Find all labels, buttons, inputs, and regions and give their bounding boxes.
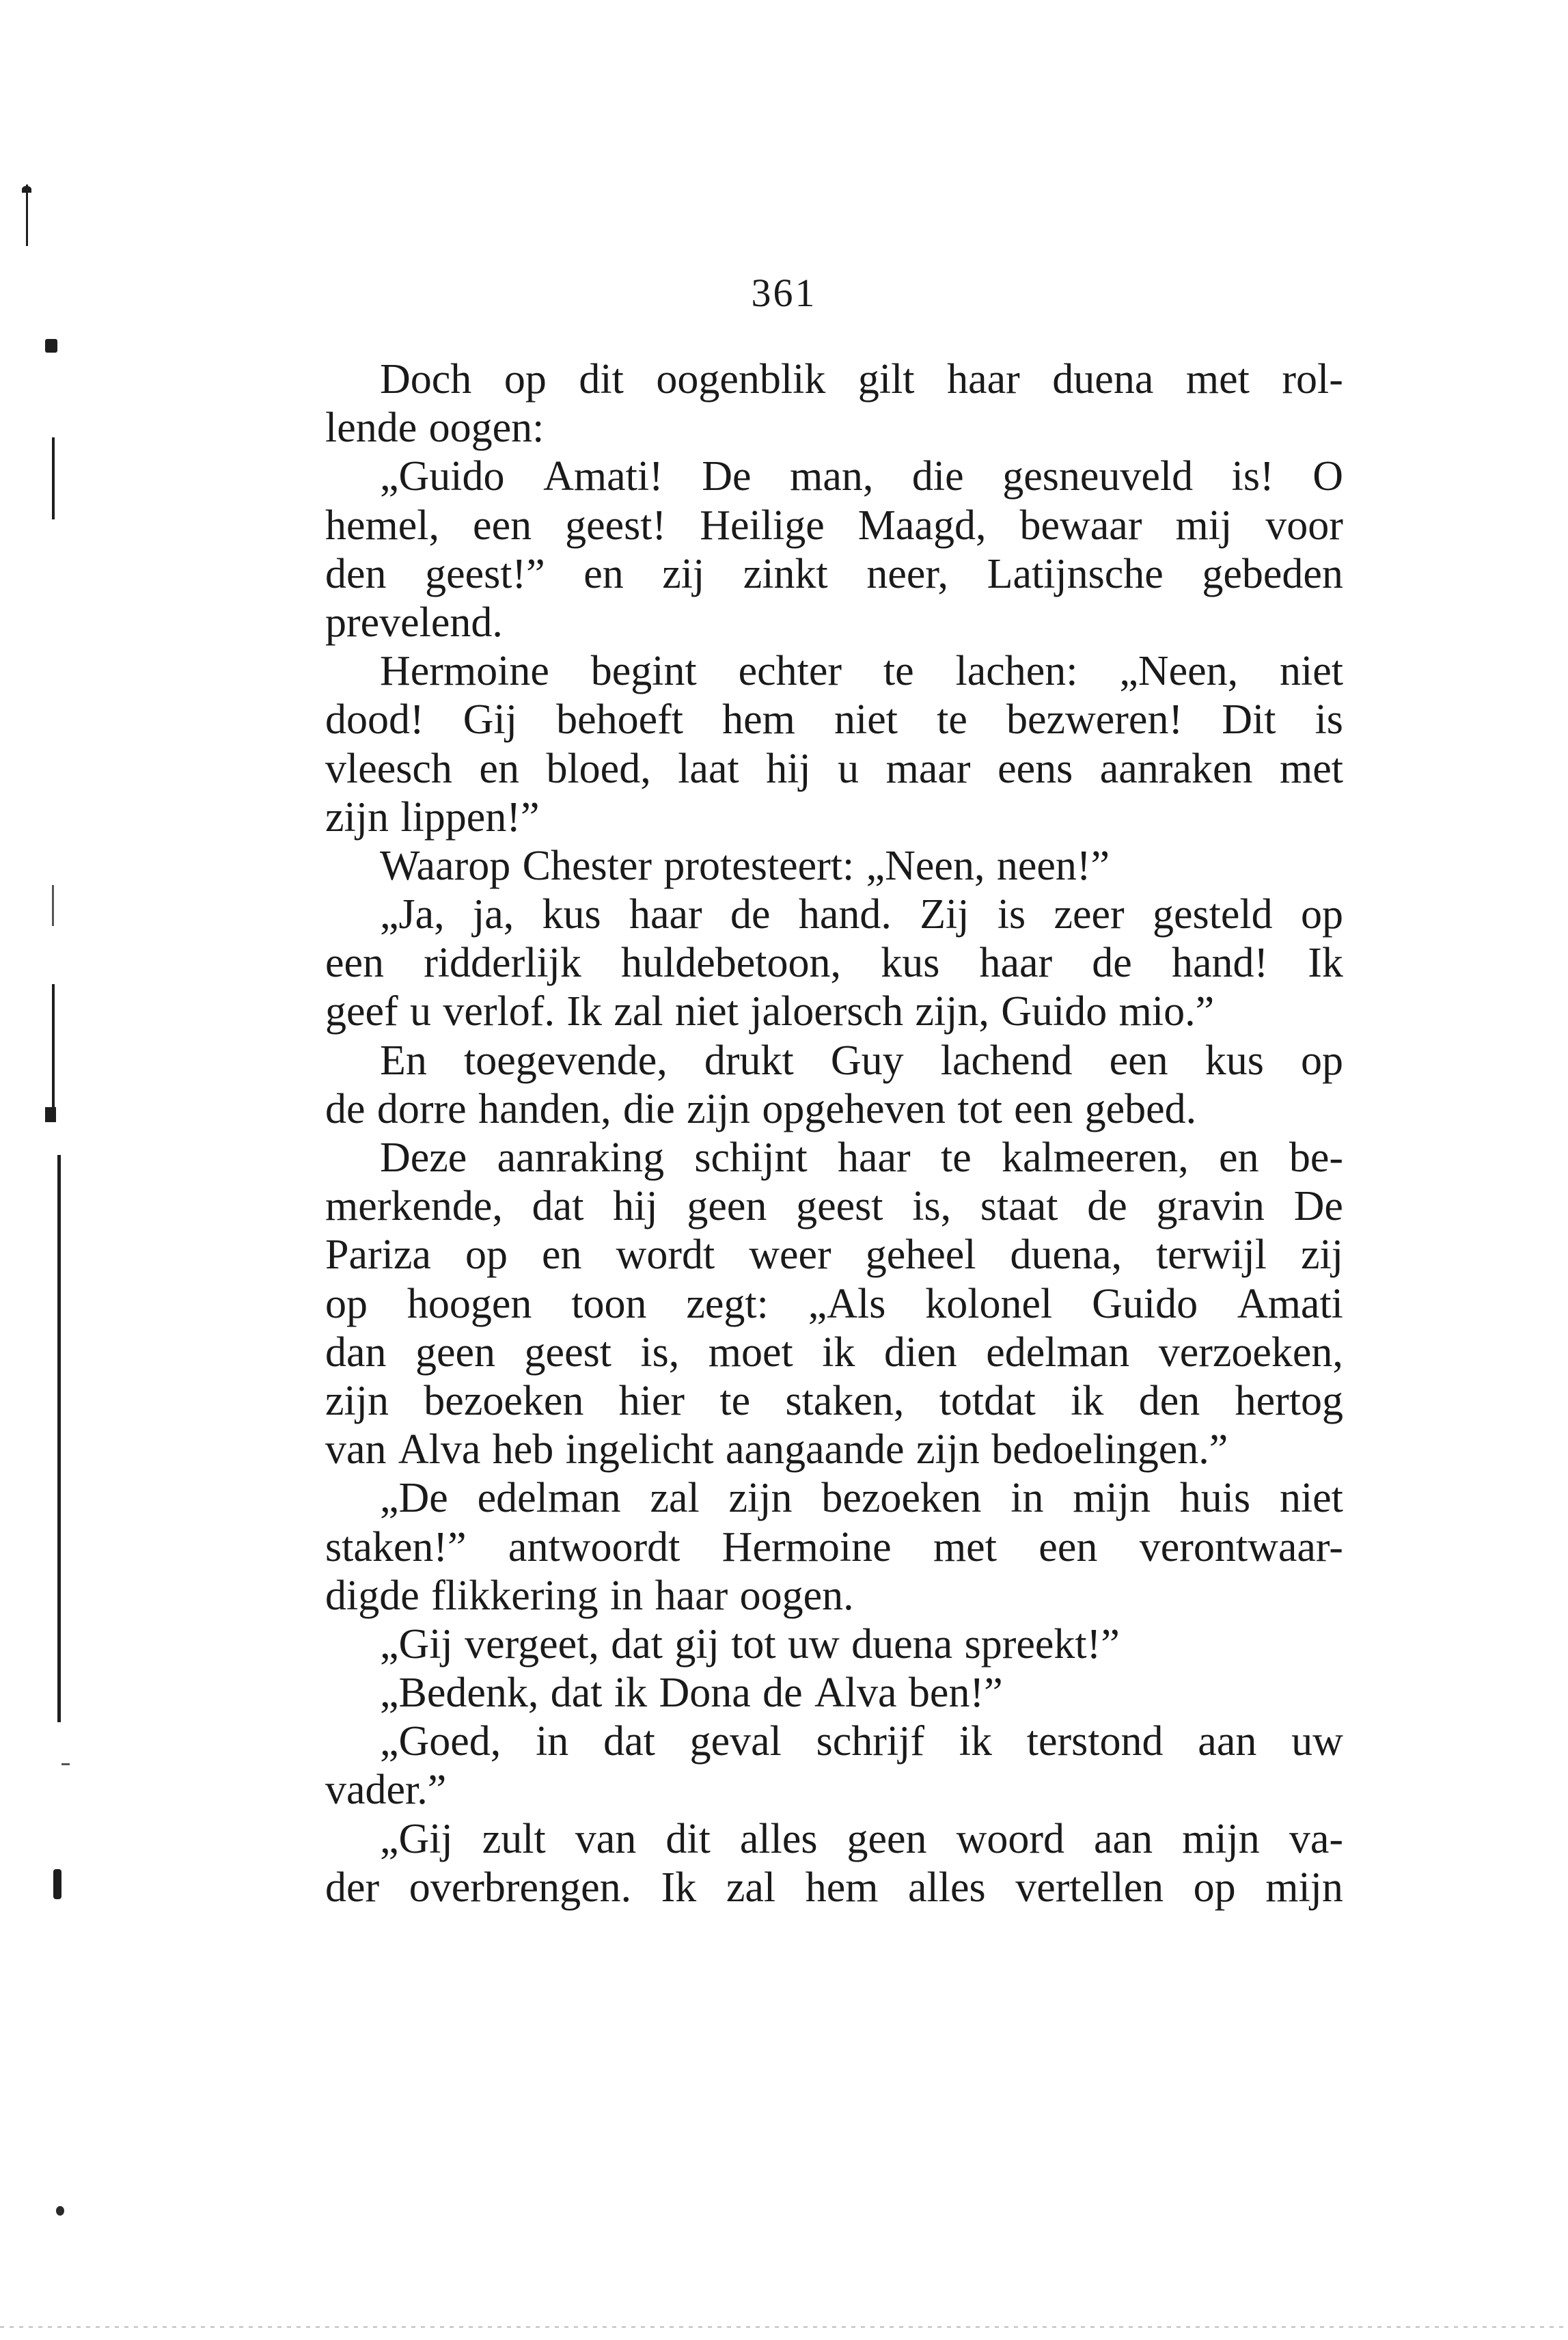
word: va- <box>1289 1815 1343 1862</box>
word: oogen: <box>428 405 545 452</box>
word: met <box>933 1523 997 1570</box>
word: spreekt!” <box>964 1620 1120 1668</box>
text-line <box>325 1523 1343 1572</box>
word: zinkt <box>743 550 828 597</box>
word: uw <box>1291 1718 1343 1765</box>
word: Chester <box>522 842 652 889</box>
word: En <box>380 1037 427 1084</box>
word: dat <box>611 1620 663 1668</box>
word: kolonel <box>925 1280 1053 1327</box>
text-line <box>325 452 1343 501</box>
word: hij <box>766 745 811 792</box>
word: hand. <box>798 891 892 938</box>
word: haar <box>979 940 1053 987</box>
body-text <box>325 355 1343 1912</box>
word: zijn <box>325 793 389 841</box>
word: u <box>410 988 432 1035</box>
word: van <box>575 1815 637 1862</box>
word: te <box>719 1377 751 1424</box>
word: schijnt <box>694 1134 808 1181</box>
word: van <box>325 1426 387 1473</box>
word: De <box>1293 1183 1343 1230</box>
word: Alva <box>398 1426 481 1473</box>
word: hij <box>613 1183 658 1230</box>
word: kus <box>542 891 601 938</box>
word: Guido <box>1001 988 1108 1035</box>
word: neen!” <box>996 842 1110 889</box>
word: gesteld <box>1153 891 1273 938</box>
word: tot <box>957 1085 1002 1132</box>
word: maar <box>885 745 971 792</box>
word: op <box>1300 891 1343 938</box>
word: ik <box>614 1670 648 1717</box>
word: bedoelingen.” <box>991 1426 1228 1473</box>
word: een <box>1039 1523 1098 1570</box>
word: woord <box>956 1815 1064 1862</box>
word: de <box>325 1085 366 1132</box>
word: de <box>762 1670 803 1717</box>
word: voor <box>1265 502 1343 549</box>
word: dit <box>665 1815 711 1862</box>
word: Amati <box>1237 1280 1343 1327</box>
text-line <box>325 599 1343 647</box>
word: lende <box>325 405 417 452</box>
word: hand! <box>1171 940 1269 987</box>
word: gij <box>674 1620 719 1668</box>
word: „Als <box>808 1280 886 1327</box>
word: Amati! <box>543 453 663 500</box>
word: de <box>730 891 771 938</box>
word: terstond <box>1026 1718 1164 1765</box>
word: haar <box>838 1134 911 1181</box>
margin-mark <box>61 1763 70 1765</box>
word: geen <box>415 1329 496 1376</box>
text-line <box>325 1766 1343 1814</box>
word: dit <box>579 356 624 403</box>
text-line <box>325 647 1343 696</box>
word: hem <box>805 1864 879 1911</box>
text-line <box>325 1717 1343 1766</box>
word: man, <box>790 453 874 500</box>
text-line <box>325 793 1343 842</box>
margin-mark <box>26 185 28 246</box>
word: dood! <box>325 696 424 744</box>
word: op <box>504 356 547 403</box>
page-number: 361 <box>751 271 817 315</box>
word: met <box>1279 745 1343 792</box>
word: jaloersch <box>750 988 904 1035</box>
word: zeer <box>1054 891 1125 938</box>
word: lachend <box>940 1037 1073 1084</box>
word: „Guido <box>380 453 505 500</box>
text-line <box>325 1426 1343 1474</box>
word: drukt <box>704 1037 794 1084</box>
word: staken, <box>785 1377 905 1424</box>
word: alles <box>908 1864 986 1911</box>
word: gravin <box>1156 1183 1265 1230</box>
text-line <box>325 502 1343 550</box>
word: op <box>325 1280 368 1327</box>
word: is, <box>640 1329 680 1376</box>
word: totdat <box>939 1377 1036 1424</box>
word: zijn, <box>915 988 989 1035</box>
word: ik <box>959 1718 993 1765</box>
word: Ik <box>1308 940 1343 987</box>
word: begint <box>590 648 697 695</box>
word: zult <box>482 1815 546 1862</box>
word: een <box>325 940 385 987</box>
text-line <box>325 1037 1343 1085</box>
word: merkende, <box>325 1183 503 1230</box>
word: Dona <box>659 1670 751 1717</box>
word: is <box>997 891 1026 938</box>
word: is, <box>912 1183 952 1230</box>
word: hier <box>618 1377 685 1424</box>
text-line <box>325 1377 1343 1426</box>
word: geen <box>687 1183 767 1230</box>
word: dat <box>550 1670 603 1717</box>
word: mijn <box>1182 1815 1260 1862</box>
word: handen, <box>478 1085 611 1132</box>
word: duena, <box>1010 1232 1123 1279</box>
word: der <box>325 1864 380 1911</box>
text-line <box>325 1620 1343 1669</box>
word: Hermoine <box>380 648 549 695</box>
word: Gij <box>463 696 517 744</box>
word: staat <box>980 1183 1058 1230</box>
word: neer, <box>866 550 949 597</box>
text-line <box>325 1182 1343 1231</box>
word: verontwaar- <box>1139 1523 1343 1570</box>
word: wordt <box>616 1232 715 1279</box>
word: lippen!” <box>400 793 540 841</box>
word: Dit <box>1222 696 1276 744</box>
word: duena <box>851 1620 953 1668</box>
word: Guy <box>830 1037 904 1084</box>
word: verlof. <box>443 988 555 1035</box>
word: terwijl <box>1156 1232 1267 1279</box>
word: mijn <box>1073 1475 1151 1522</box>
word: zijn <box>687 1085 751 1132</box>
word: heb <box>492 1426 554 1473</box>
word: „Bedenk, <box>380 1670 539 1717</box>
word: zij <box>662 550 705 597</box>
word: de <box>1087 1183 1127 1230</box>
text-line <box>325 696 1343 744</box>
text-line <box>325 988 1343 1036</box>
word: dien <box>883 1329 957 1376</box>
word: Maagd, <box>857 502 987 549</box>
word: niet <box>1280 648 1343 695</box>
word: toegevende, <box>463 1037 668 1084</box>
margin-mark <box>53 1869 61 1899</box>
text-line <box>325 1669 1343 1717</box>
word: in <box>609 1572 644 1619</box>
word: behoeft <box>556 696 684 744</box>
word: echter <box>738 648 842 695</box>
word: zij <box>1301 1232 1343 1279</box>
text-line <box>325 890 1343 939</box>
text-line <box>325 1280 1343 1329</box>
text-line <box>325 404 1343 452</box>
word: overbrengen. <box>409 1864 632 1911</box>
word: zal <box>614 988 663 1035</box>
word: zegt: <box>686 1280 769 1327</box>
word: is! <box>1231 453 1274 500</box>
word: hemel, <box>325 502 439 549</box>
word: protesteert: <box>663 842 855 889</box>
word: huldebetoon, <box>621 940 842 987</box>
word: den <box>1138 1377 1200 1424</box>
word: flikkering <box>431 1572 599 1619</box>
word: ja, <box>472 891 514 938</box>
word: tot <box>731 1620 776 1668</box>
word: lachen: <box>955 648 1078 695</box>
word: te <box>883 648 914 695</box>
word: geest <box>524 1329 611 1376</box>
word: toon <box>571 1280 647 1327</box>
word: en <box>541 1232 582 1279</box>
word: Hermoine <box>721 1523 892 1570</box>
word: huis <box>1179 1475 1251 1522</box>
word: mio.” <box>1118 988 1215 1035</box>
word: Pariza <box>325 1232 431 1279</box>
word: be- <box>1289 1134 1343 1181</box>
word: ingelicht <box>565 1426 714 1473</box>
word: Alva <box>814 1670 897 1717</box>
word: niet <box>834 696 898 744</box>
word: alles <box>739 1815 818 1862</box>
word: verzoeken, <box>1158 1329 1343 1376</box>
word: Zij <box>920 891 969 938</box>
word: geest! <box>565 502 667 549</box>
word: oogenblik <box>656 356 826 403</box>
word: gebed. <box>1084 1085 1197 1132</box>
margin-mark <box>52 885 54 926</box>
word: die <box>622 1085 675 1132</box>
word: op <box>465 1232 508 1279</box>
word: bezoeken <box>821 1475 982 1522</box>
word: dat <box>532 1183 584 1230</box>
word: rol- <box>1282 356 1343 403</box>
word: De <box>702 453 752 500</box>
word: aan <box>1094 1815 1153 1862</box>
word: op <box>1193 1864 1236 1911</box>
word: dat <box>603 1718 655 1765</box>
margin-mark <box>45 1107 56 1122</box>
margin-mark <box>52 984 55 1121</box>
word: en <box>1219 1134 1259 1181</box>
word: hoogen <box>407 1280 532 1327</box>
word: de <box>1092 940 1132 987</box>
word: vader.” <box>325 1767 447 1814</box>
word: een <box>473 502 532 549</box>
word: haar <box>655 1572 728 1619</box>
word: oogen. <box>739 1572 854 1619</box>
word: eens <box>998 745 1073 792</box>
word: gebeden <box>1202 550 1343 597</box>
word: haar <box>947 356 1020 403</box>
word: u <box>838 745 859 792</box>
word: Heilige <box>700 502 825 549</box>
margin-speck <box>56 2206 64 2216</box>
word: te <box>940 1134 972 1181</box>
word: zal <box>650 1475 700 1522</box>
margin-mark <box>22 186 31 193</box>
word: haar <box>629 891 702 938</box>
text-line <box>325 1085 1343 1134</box>
margin-mark <box>45 339 57 353</box>
word: geef <box>325 988 398 1035</box>
word: ben!” <box>908 1670 1003 1717</box>
text-line <box>325 939 1343 988</box>
word: geest <box>796 1183 883 1230</box>
word: zal <box>726 1864 776 1911</box>
word: zijn <box>325 1377 389 1424</box>
word: aan <box>1198 1718 1257 1765</box>
word: „Gij <box>380 1815 453 1862</box>
word: mijn <box>1265 1864 1343 1911</box>
word: opgeheven <box>762 1085 946 1132</box>
word: aangaande <box>725 1426 905 1473</box>
word: vergeet, <box>465 1620 599 1668</box>
margin-mark <box>52 437 55 519</box>
word: en <box>583 550 624 597</box>
word: een <box>1109 1037 1168 1084</box>
word: en <box>479 745 519 792</box>
word: Guido <box>1092 1280 1198 1327</box>
word: edelman <box>986 1329 1130 1376</box>
word: staken!” <box>325 1523 467 1570</box>
word: geen <box>847 1815 927 1862</box>
word: bezweren! <box>1006 696 1183 744</box>
word: uw <box>788 1620 840 1668</box>
word: duena <box>1052 356 1154 403</box>
word: „Gij <box>380 1620 453 1668</box>
word: „Goed, <box>380 1718 501 1765</box>
text-line <box>325 1815 1343 1864</box>
word: zijn <box>916 1426 980 1473</box>
word: hem <box>722 696 795 744</box>
word: Ik <box>661 1864 697 1911</box>
word: dorre <box>376 1085 467 1132</box>
word: een <box>1014 1085 1073 1132</box>
scan-edge <box>0 2326 1568 2328</box>
text-line <box>325 1134 1343 1182</box>
word: Deze <box>380 1134 467 1181</box>
word: Waarop <box>380 842 511 889</box>
word: in <box>1010 1475 1044 1522</box>
word: ik <box>822 1329 855 1376</box>
word: met <box>1185 356 1250 403</box>
text-line <box>325 1329 1343 1377</box>
word: kus <box>1205 1037 1264 1084</box>
word: bezoeken <box>424 1377 584 1424</box>
word: die <box>911 453 964 500</box>
word: den <box>325 550 387 597</box>
word: gesneuveld <box>1002 453 1194 500</box>
word: „De <box>380 1475 448 1522</box>
word: niet <box>1279 1475 1343 1522</box>
word: vleesch <box>325 745 452 792</box>
text-line <box>325 842 1343 890</box>
word: in <box>536 1718 569 1765</box>
word: dan <box>325 1329 387 1376</box>
word: edelman <box>477 1475 621 1522</box>
word: laat <box>678 745 739 792</box>
text-line <box>325 745 1343 793</box>
word: bewaar <box>1019 502 1142 549</box>
word: zijn <box>728 1475 793 1522</box>
text-line <box>325 355 1343 404</box>
word: mij <box>1175 502 1233 549</box>
word: weer <box>749 1232 831 1279</box>
word: op <box>1300 1037 1343 1084</box>
word: schrijf <box>816 1718 925 1765</box>
text-line <box>325 550 1343 599</box>
word: Ik <box>566 988 602 1035</box>
word: geheel <box>865 1232 976 1279</box>
word: prevelend. <box>325 599 503 646</box>
word: „Neen, <box>1119 648 1239 695</box>
word: te <box>937 696 967 744</box>
text-line <box>325 1864 1343 1912</box>
word: geest!” <box>425 550 545 597</box>
word: gilt <box>857 356 915 403</box>
word: kalmeeren, <box>1002 1134 1189 1181</box>
word: kus <box>881 940 940 987</box>
word: is <box>1315 696 1343 744</box>
word: antwoordt <box>508 1523 680 1570</box>
margin-mark <box>57 1155 61 1722</box>
word: ik <box>1071 1377 1104 1424</box>
word: hertog <box>1235 1377 1343 1424</box>
word: ridderlijk <box>424 940 581 987</box>
word: niet <box>674 988 739 1035</box>
word: bloed, <box>546 745 651 792</box>
text-line <box>325 1474 1343 1523</box>
word: moet <box>708 1329 793 1376</box>
word: Latijnsche <box>987 550 1164 597</box>
text-line <box>325 1572 1343 1620</box>
word: O <box>1312 453 1343 500</box>
text-line <box>325 1231 1343 1279</box>
word: aanraken <box>1099 745 1253 792</box>
word: „Ja, <box>380 891 445 938</box>
word: vertellen <box>1015 1864 1164 1911</box>
word: aanraking <box>497 1134 665 1181</box>
word: digde <box>325 1572 419 1619</box>
word: geval <box>689 1718 782 1765</box>
word: Doch <box>380 356 472 403</box>
word: „Neen, <box>866 842 985 889</box>
